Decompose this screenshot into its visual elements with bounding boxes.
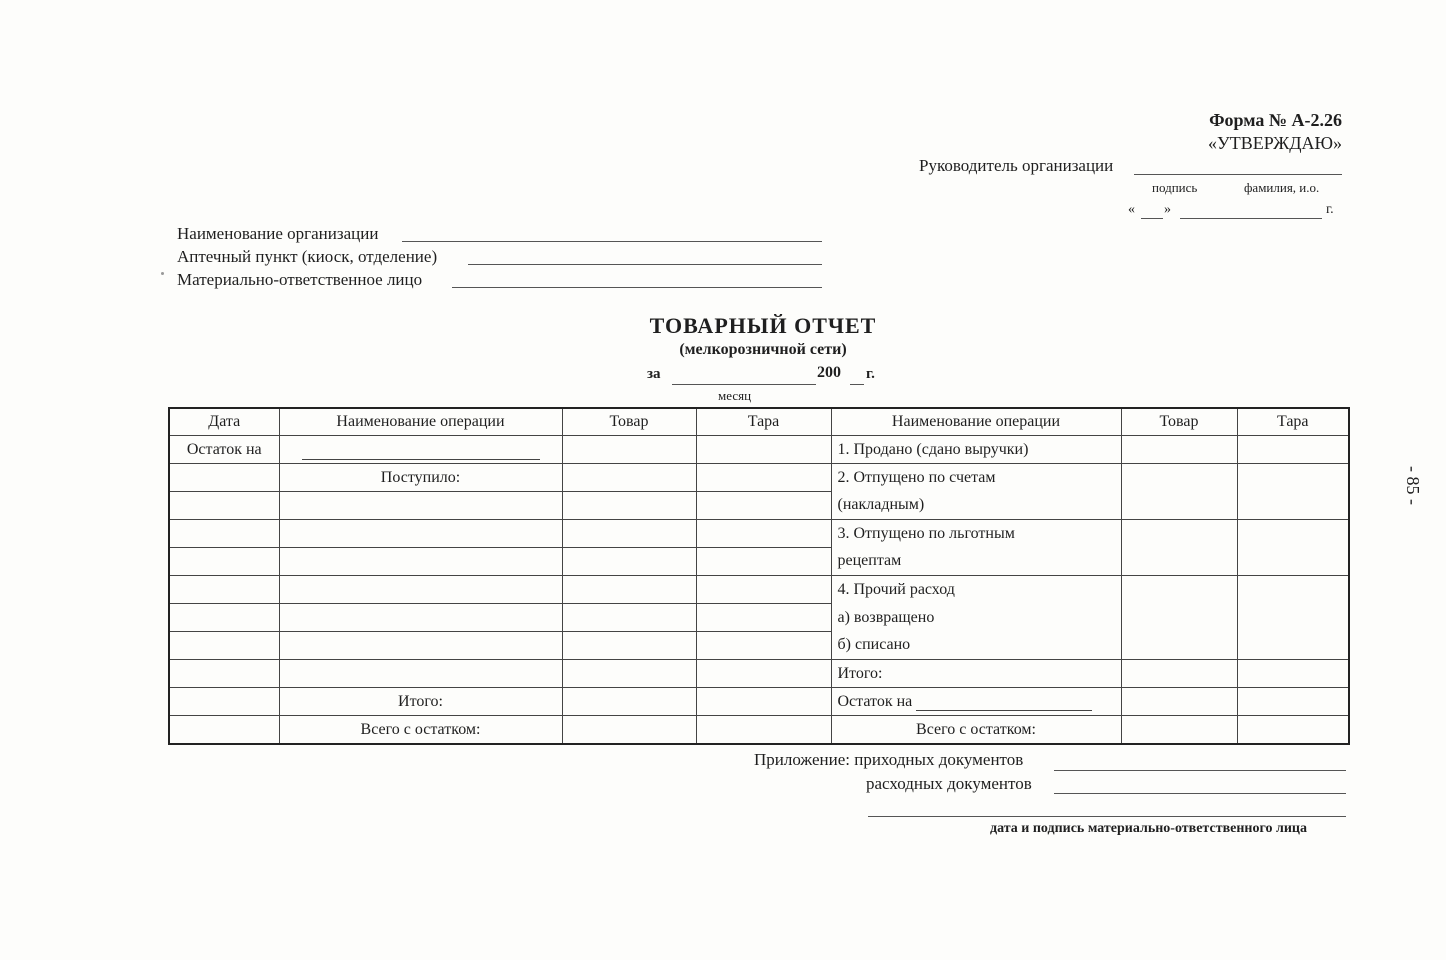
scan-speck [161,272,164,275]
incoming-docs-line[interactable] [1054,770,1346,771]
approve-heading: «УТВЕРЖДАЮ» [1207,133,1342,153]
cell[interactable] [279,604,562,632]
cell[interactable] [1237,548,1349,576]
fio-hint: фамилия, и.о. [1244,180,1320,195]
cell[interactable] [1121,576,1237,604]
cell[interactable] [1121,520,1237,548]
cell[interactable] [562,688,696,716]
report-table [168,407,1350,745]
cell[interactable] [696,492,831,520]
table-row [169,576,1349,604]
cell[interactable] [169,604,279,632]
table-row [169,464,1349,492]
outgoing-docs-label: расходных документов [866,774,1032,793]
period-month-line[interactable] [672,384,816,385]
cell[interactable] [1237,604,1349,632]
cell[interactable] [1237,660,1349,688]
col-header-date: Дата [169,408,279,436]
cell[interactable] [696,660,831,688]
cell[interactable] [1121,632,1237,660]
pharmacy-point-label: Аптечный пункт (киоск, отделение) [177,247,438,266]
cell[interactable] [696,716,831,745]
cell[interactable] [169,688,279,716]
form-number: Форма № А-2.26 [1209,110,1342,130]
date-day-line[interactable] [1141,218,1163,219]
balance-end-label: Остаток на [837,693,913,710]
cell[interactable] [169,576,279,604]
balance-end-cell[interactable] [831,688,1121,716]
table-row [169,604,1349,632]
cell[interactable] [169,464,279,492]
received-label: Поступило: [279,464,562,492]
col-header-goods-left: Товар [562,408,696,436]
col-header-container-right: Тара [1237,408,1349,436]
period-year: 200 [817,364,841,381]
cell[interactable] [1121,464,1237,492]
other-expense-label: 4. Прочий расход [831,576,1121,604]
table-header-row [169,408,1349,436]
cell[interactable] [562,716,696,745]
right-total-label: Итого: [831,660,1121,688]
sign-line[interactable] [868,816,1346,817]
annex-label: Приложение: приходных документов [754,750,1024,769]
cell[interactable] [696,576,831,604]
cell[interactable] [1237,576,1349,604]
cell[interactable] [696,604,831,632]
cell[interactable] [696,520,831,548]
cell[interactable] [562,464,696,492]
cell[interactable] [562,660,696,688]
date-year-suffix: г. [1326,202,1334,217]
cell[interactable] [562,576,696,604]
left-total-label: Итого: [279,688,562,716]
cell[interactable] [1121,660,1237,688]
cell[interactable] [562,632,696,660]
cell[interactable] [696,632,831,660]
cell[interactable] [562,520,696,548]
col-header-container-left: Тара [696,408,831,436]
returned-label: а) возвращено [831,604,1121,632]
cell[interactable] [1121,492,1237,520]
table-row [169,520,1349,548]
table-row [169,492,1349,520]
head-of-organization-label: Руководитель организации [919,156,1114,175]
cell[interactable] [562,604,696,632]
cell[interactable] [1121,436,1237,464]
period-year-line[interactable] [850,384,864,385]
right-total-with-balance-label: Всего с остатком: [831,716,1121,745]
sign-hint: дата и подпись материально-ответственного лица [990,821,1307,836]
col-header-operation-left: Наименование операции [279,408,562,436]
outgoing-docs-line[interactable] [1054,793,1346,794]
cell[interactable] [169,520,279,548]
written-off-label: б) списано [831,632,1121,660]
cell[interactable] [1237,492,1349,520]
cell[interactable] [1121,548,1237,576]
date-month-line[interactable] [1180,218,1322,219]
cell[interactable] [1121,604,1237,632]
balance-start-date-cell[interactable] [279,436,562,464]
signature-hint: подпись [1152,180,1198,195]
cell[interactable] [1237,436,1349,464]
report-subtitle: (мелкорозничной сети) [679,341,847,358]
cell[interactable] [279,660,562,688]
cell[interactable] [169,660,279,688]
shipped-invoices-label: 2. Отпущено по счетам [831,464,1121,492]
cell[interactable] [696,688,831,716]
report-title: ТОВАРНЫЙ ОТЧЕТ [649,313,877,338]
cell[interactable] [696,464,831,492]
cell[interactable] [1237,688,1349,716]
col-header-operation-right: Наименование операции [831,408,1121,436]
month-hint: месяц [718,388,752,403]
cell[interactable] [1237,464,1349,492]
cell[interactable] [279,492,562,520]
table-row [169,548,1349,576]
cell[interactable] [562,548,696,576]
preferential-label: 3. Отпущено по льготным [831,520,1121,548]
col-header-goods-right: Товар [1121,408,1237,436]
responsible-person-line[interactable] [452,287,822,288]
shipped-invoices-label-cont: (накладным) [831,492,1121,520]
period-prefix: за [647,366,661,382]
cell[interactable] [1237,632,1349,660]
cell[interactable] [169,716,279,745]
sold-label: 1. Продано (сдано выручки) [831,436,1121,464]
cell[interactable] [279,548,562,576]
left-total-with-balance-label: Всего с остатком: [279,716,562,745]
cell[interactable] [169,632,279,660]
table-row [169,688,1349,716]
cell[interactable] [169,492,279,520]
cell[interactable] [169,548,279,576]
cell[interactable] [1121,688,1237,716]
table-row [169,632,1349,660]
responsible-person-label: Материально-ответственное лицо [177,270,423,289]
cell[interactable] [279,576,562,604]
cell[interactable] [1237,520,1349,548]
cell[interactable] [279,520,562,548]
head-signature-line[interactable] [1134,174,1342,175]
table-row [169,436,1349,464]
organization-name-label: Наименование организации [177,224,379,243]
page-number: - 85 - [1403,466,1423,505]
preferential-label-cont: рецептам [831,548,1121,576]
cell[interactable] [562,492,696,520]
table-row [169,660,1349,688]
date-quote-open: « [1128,202,1135,217]
table-row [169,716,1349,745]
cell[interactable] [696,548,831,576]
cell[interactable] [279,632,562,660]
cell[interactable] [1237,716,1349,745]
pharmacy-point-line[interactable] [468,264,822,265]
cell[interactable] [696,436,831,464]
cell[interactable] [562,436,696,464]
organization-name-line[interactable] [402,241,822,242]
date-quote-close: » [1164,202,1171,217]
period-year-suffix: г. [866,366,875,382]
balance-start-label: Остаток на [169,436,279,464]
cell[interactable] [1121,716,1237,745]
